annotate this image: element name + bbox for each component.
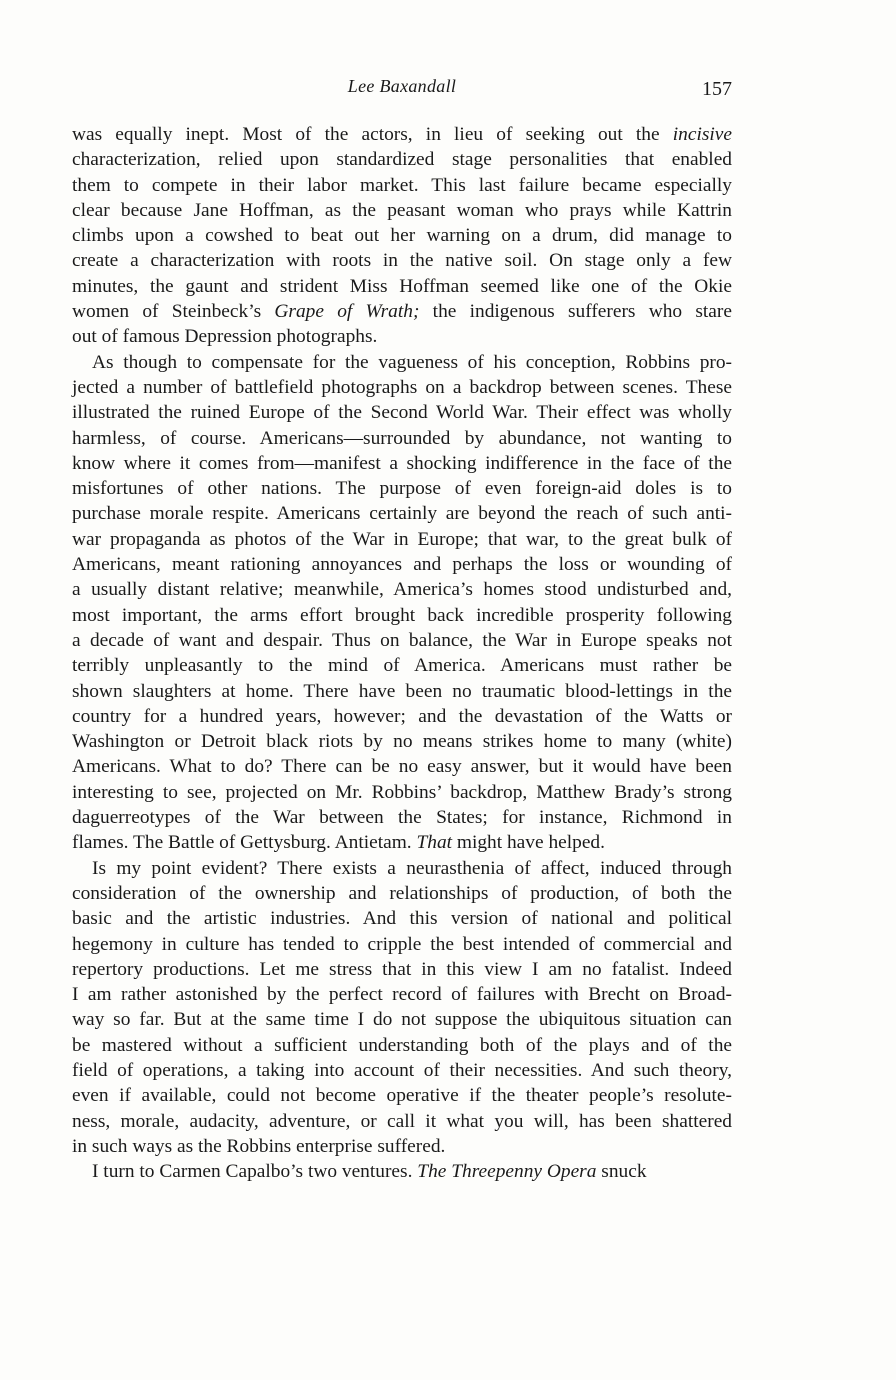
text-line <box>72 729 732 754</box>
text-line <box>72 1134 732 1159</box>
paragraph <box>72 1159 732 1184</box>
text-line <box>72 198 732 223</box>
italic-segment: That <box>416 832 453 854</box>
italic-segment: Grape of Wrath; <box>274 301 420 323</box>
text-segment: daguerreotypes of the War between the States; for instance, Richmond in <box>72 807 732 829</box>
text-segment: flames. The Battle of Gettysburg. Antietam. <box>72 832 417 854</box>
body-text <box>72 122 732 1184</box>
text-line <box>72 603 732 628</box>
text-line <box>72 856 732 881</box>
text-line <box>72 501 732 526</box>
page-header <box>72 76 732 102</box>
text-segment: way so far. But at the same time I do not suppose the ubiquitous situation can <box>72 1009 732 1031</box>
text-line <box>72 173 732 198</box>
text-line <box>72 248 732 273</box>
text-line <box>72 147 732 172</box>
text-line <box>72 679 732 704</box>
text-segment: be mastered without a sufficient understanding both of the plays and of the <box>72 1034 732 1056</box>
text-line <box>72 1007 732 1032</box>
text-line <box>72 906 732 931</box>
paragraph <box>72 122 732 350</box>
text-line <box>72 1109 732 1134</box>
paragraph <box>72 350 732 856</box>
text-segment: snuck <box>596 1161 647 1183</box>
text-segment: Americans, meant rationing annoyances and perhaps the loss or wounding of <box>72 554 732 576</box>
text-segment: illustrated the ruined Europe of the Second World War. Their effect was wholly <box>72 402 732 424</box>
text-segment: the indigenous sufferers who stare <box>419 301 732 323</box>
text-segment: create a characterization with roots in the native soil. On stage only a few <box>72 250 732 272</box>
text-segment: As though to compensate for the vagueness of his conception, Robbins pro- <box>92 351 732 373</box>
text-line <box>72 350 732 375</box>
text-segment: shown slaughters at home. There have been no traumatic blood-lettings in the <box>72 680 732 702</box>
text-line <box>72 957 732 982</box>
text-line <box>72 426 732 451</box>
text-line <box>72 1033 732 1058</box>
text-line <box>72 324 732 349</box>
page-number: 157 <box>702 78 732 100</box>
text-line <box>72 552 732 577</box>
text-line <box>72 274 732 299</box>
text-segment: jected a number of battlefield photographs on a backdrop between scenes. These <box>72 376 732 398</box>
text-line <box>72 577 732 602</box>
text-segment: minutes, the gaunt and strident Miss Hoffman seemed like one of the Okie <box>72 275 732 297</box>
text-line <box>72 628 732 653</box>
text-line <box>72 982 732 1007</box>
text-line <box>72 1083 732 1108</box>
text-segment: repertory productions. Let me stress that in this view I am no fatalist. Indeed <box>72 958 732 980</box>
text-line <box>72 704 732 729</box>
text-segment: might have helped. <box>452 832 605 854</box>
text-segment: basic and the artistic industries. And this version of national and political <box>72 908 732 930</box>
text-segment: climbs upon a cowshed to beat out her warning on a drum, did manage to <box>72 225 732 247</box>
text-segment: terribly unpleasantly to the mind of America. Americans must rather be <box>72 655 732 677</box>
text-segment: a decade of want and despair. Thus on balance, the War in Europe speaks not <box>72 629 732 651</box>
text-line <box>72 375 732 400</box>
text-segment: Washington or Detroit black riots by no means strikes home to many (white) <box>72 731 732 753</box>
text-segment: them to compete in their labor market. This last failure became especially <box>72 174 732 196</box>
text-line <box>72 881 732 906</box>
text-line <box>72 400 732 425</box>
text-segment: purchase morale respite. Americans certainly are beyond the reach of such anti- <box>72 503 732 525</box>
text-segment: clear because Jane Hoffman, as the peasant woman who prays while Kattrin <box>72 199 732 221</box>
text-line <box>72 653 732 678</box>
text-segment: hegemony in culture has tended to cripple the best intended of commercial and <box>72 933 732 955</box>
text-segment: war propaganda as photos of the War in Europe; that war, to the great bulk of <box>72 528 732 550</box>
text-segment: a usually distant relative; meanwhile, America’s homes stood undisturbed and, <box>72 579 732 601</box>
text-segment: Americans. What to do? There can be no easy answer, but it would have been <box>72 756 732 778</box>
text-line <box>72 805 732 830</box>
text-segment: most important, the arms effort brought back incredible prosperity following <box>72 604 732 626</box>
text-line <box>72 780 732 805</box>
italic-segment: The Threepenny Opera <box>417 1161 597 1183</box>
text-segment: I am rather astonished by the perfect record of failures with Brecht on Broad- <box>72 984 732 1006</box>
text-segment: country for a hundred years, however; and the devastation of the Watts or <box>72 705 732 727</box>
text-line <box>72 1058 732 1083</box>
text-line <box>72 122 732 147</box>
text-line <box>72 451 732 476</box>
text-segment: consideration of the ownership and relationships of production, of both the <box>72 882 732 904</box>
running-head: Lee Baxandall <box>347 76 457 96</box>
text-segment: know where it comes from—manifest a shocking indifference in the face of the <box>72 452 732 474</box>
text-line <box>72 932 732 957</box>
text-segment: Is my point evident? There exists a neurasthenia of affect, induced through <box>92 857 732 879</box>
text-segment: was equally inept. Most of the actors, in lieu of seeking out the <box>72 124 673 145</box>
text-segment: characterization, relied upon standardized stage personalities that enabled <box>72 149 732 171</box>
text-segment: harmless, of course. Americans—surrounded by abundance, not wanting to <box>72 427 732 449</box>
text-segment: I turn to Carmen Capalbo’s two ventures. <box>92 1161 418 1183</box>
text-segment: women of Steinbeck’s <box>72 301 275 323</box>
paragraph <box>72 856 732 1160</box>
text-line <box>72 476 732 501</box>
text-segment: ness, morale, audacity, adventure, or call it what you will, has been shattered <box>72 1110 732 1132</box>
text-line <box>72 754 732 779</box>
italic-segment: incisive <box>672 124 732 145</box>
text-line <box>72 1159 732 1184</box>
text-line <box>72 527 732 552</box>
text-segment: in such ways as the Robbins enterprise suffered. <box>72 1135 446 1157</box>
text-segment: even if available, could not become operative if the theater people’s resolute- <box>72 1085 732 1107</box>
text-segment: interesting to see, projected on Mr. Robbins’ backdrop, Matthew Brady’s strong <box>72 781 732 803</box>
text-line <box>72 830 732 855</box>
text-line <box>72 223 732 248</box>
text-segment: misfortunes of other nations. The purpose of even foreign-aid doles is to <box>72 478 732 500</box>
text-line <box>72 299 732 324</box>
text-segment: field of operations, a taking into account of their necessities. And such theory, <box>72 1059 732 1081</box>
text-segment: out of famous Depression photographs. <box>72 326 378 348</box>
